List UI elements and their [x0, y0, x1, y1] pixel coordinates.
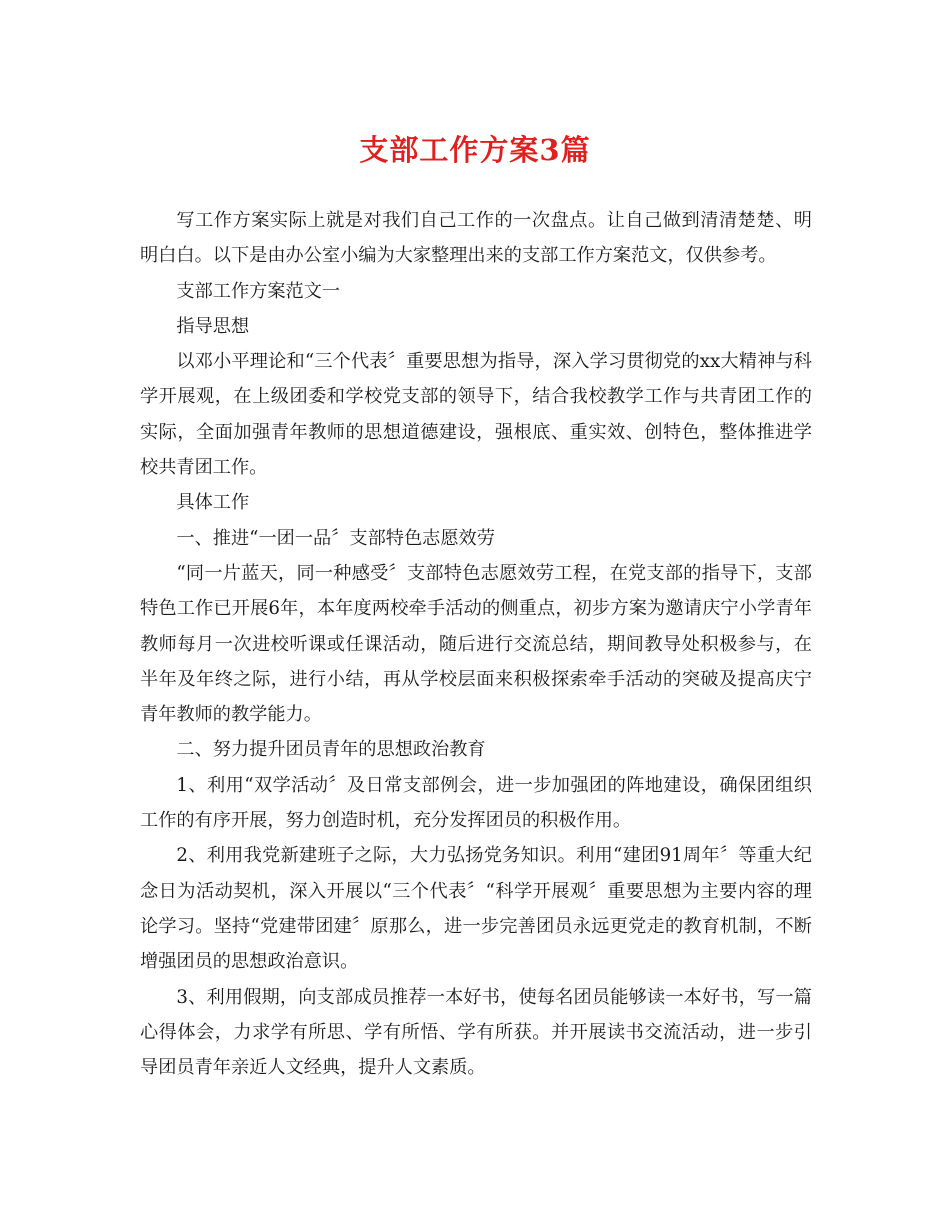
heading-section-one: 一、推进“一团一品〞支部特色志愿效劳: [176, 527, 495, 549]
document-title: 支部工作方案3篇: [359, 133, 591, 167]
paragraph-item-2: 2、利用我党新建班子之际，大力弘扬党务知识。利用“建团91周年〞等重大纪念日为活动契机，深入开展以“三个代表〞“科学开展观〞重要思想为主要内容的理论学习。坚持“党建带团建〞原那么，进一步完善团员永远更党走的教育机制，不断增强团员的思想政治意识。: [140, 845, 812, 973]
paragraph-item-3: 3、利用假期，向支部成员推荐一本好书，使每名团员能够读一本好书，写一篇心得体会，力求学有所思、学有所悟、学有所获。并开展读书交流活动，进一步引导团员青年亲近人文经典，提升人文素质。: [140, 986, 812, 1079]
paragraph-guiding-ideology: 以邓小平理论和“三个代表〞重要思想为指导，深入学习贯彻党的xx大精神与科学开展观，在上级团委和学校党支部的领导下，结合我校教学工作与共青团工作的实际，全面加强青年教师的思想道德建设，强根底、重实效、创特色，整体推进学校共青团工作。: [140, 351, 812, 479]
document-body: [140, 203, 812, 1085]
heading-specific-work: 具体工作: [176, 492, 250, 514]
paragraph-section-one: “同一片蓝天，同一种感受〞支部特色志愿效劳工程，在党支部的指导下，支部特色工作已开展6年，本年度两校牵手活动的侧重点，初步方案为邀请庆宁小学青年教师每月一次进校听课或任课活动，随后进行交流总结，期间教导处积极参与，在半年及年终之际，进行小结，再从学校层面来积极探索牵手活动的突破及提高庆宁青年教师的教学能力。: [140, 562, 812, 726]
heading-guiding-ideology: 指导思想: [176, 315, 250, 337]
heading-section-two: 二、努力提升团员青年的思想政治教育: [176, 739, 486, 761]
heading-sample-one: 支部工作方案范文一: [176, 280, 341, 302]
paragraph-item-1: 1、利用“双学活动〞及日常支部例会，进一步加强团的阵地建设，确保团组织工作的有序开展，努力创造时机，充分发挥团员的积极作用。: [140, 774, 812, 832]
paragraph-intro: 写工作方案实际上就是对我们自己工作的一次盘点。让自己做到清清楚楚、明明白白。以下是由办公室小编为大家整理出来的支部工作方案范文，仅供参考。: [140, 210, 812, 267]
